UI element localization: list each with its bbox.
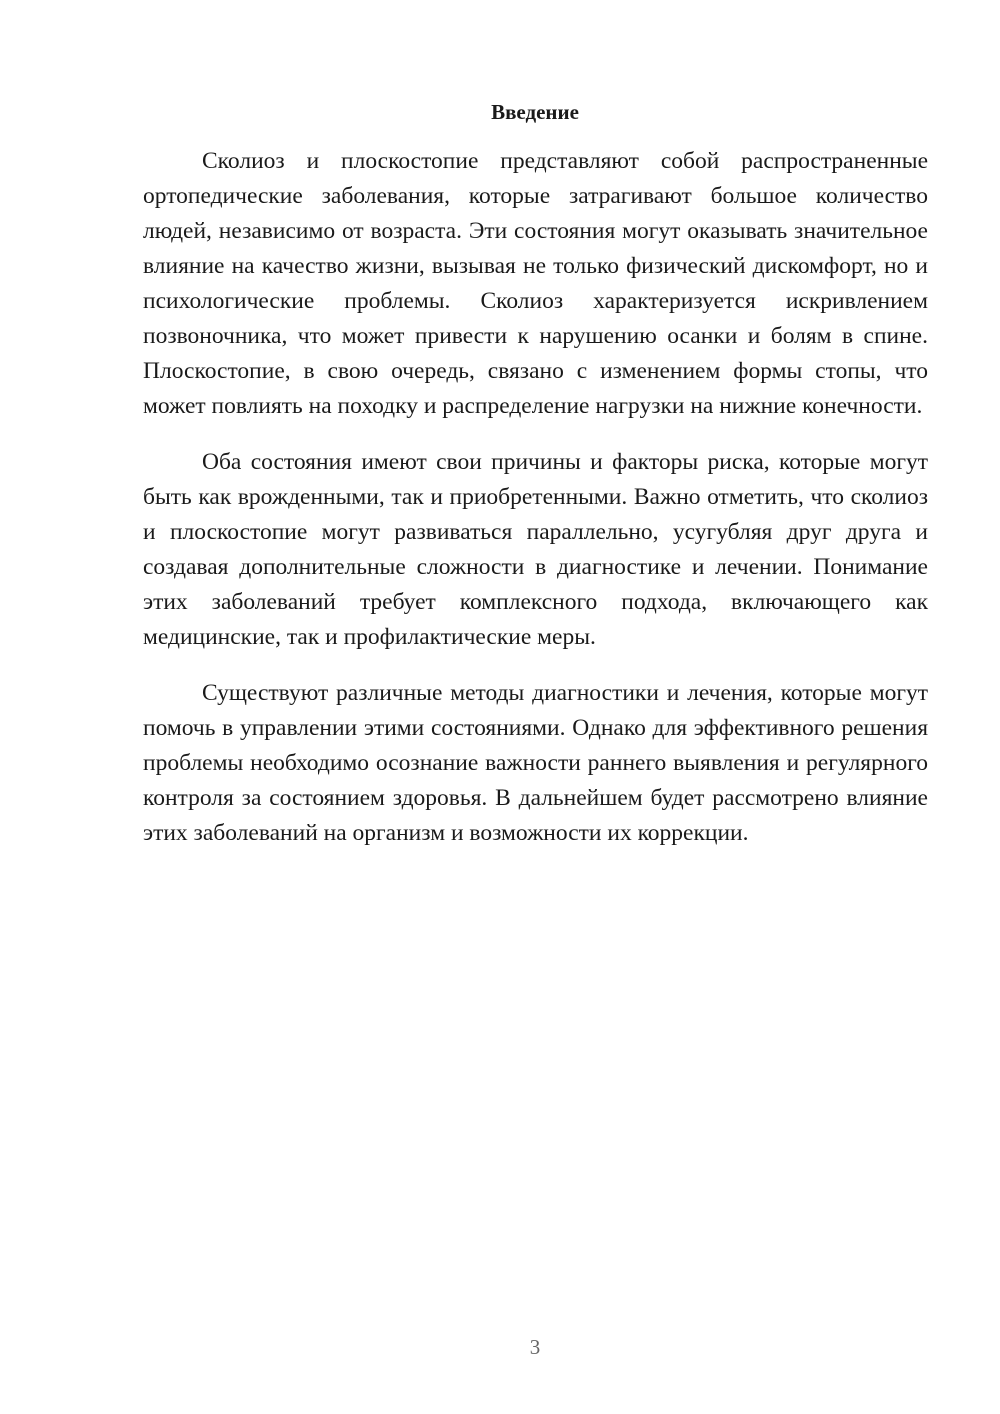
body-text: [143, 144, 928, 872]
page-number: 3: [529, 1335, 541, 1359]
paragraph: Существуют различные методы диагностики и лечения, которые могут помочь в управлении этими состояниями. Однако для эффективного решения проблемы необходимо осознание важности раннего выявления и регулярного контроля за состоянием здоровья. В дальнейшем будет рассмотрено влияние этих заболеваний на организм и возможности их коррекции.: [143, 680, 928, 846]
section-heading: Введение: [491, 100, 579, 124]
paragraph: Сколиоз и плоскостопие представляют собой распространенные ортопедические заболевания, которые затрагивают большое количество людей, независимо от возраста. Эти состояния могут оказывать значительное влияние на качество жизни, вызывая не только физический дискомфорт, но и психологические проблемы. Сколиоз характеризуется искривлением позвоночника, что может привести к нарушению осанки и болям в спине. Плоскостопие, в свою очередь, связано с изменением формы стопы, что может повлиять на походку и распределение нагрузки на нижние конечности.: [143, 148, 928, 419]
paragraph: Оба состояния имеют свои причины и факторы риска, которые могут быть как врожденными, так и приобретенными. Важно отметить, что сколиоз и плоскостопие могут развиваться параллельно, усугубляя друг друга и создавая дополнительные сложности в диагностике и лечении. Понимание этих заболеваний требует комплексного подхода, включающего как медицинские, так и профилактические меры.: [143, 449, 928, 650]
